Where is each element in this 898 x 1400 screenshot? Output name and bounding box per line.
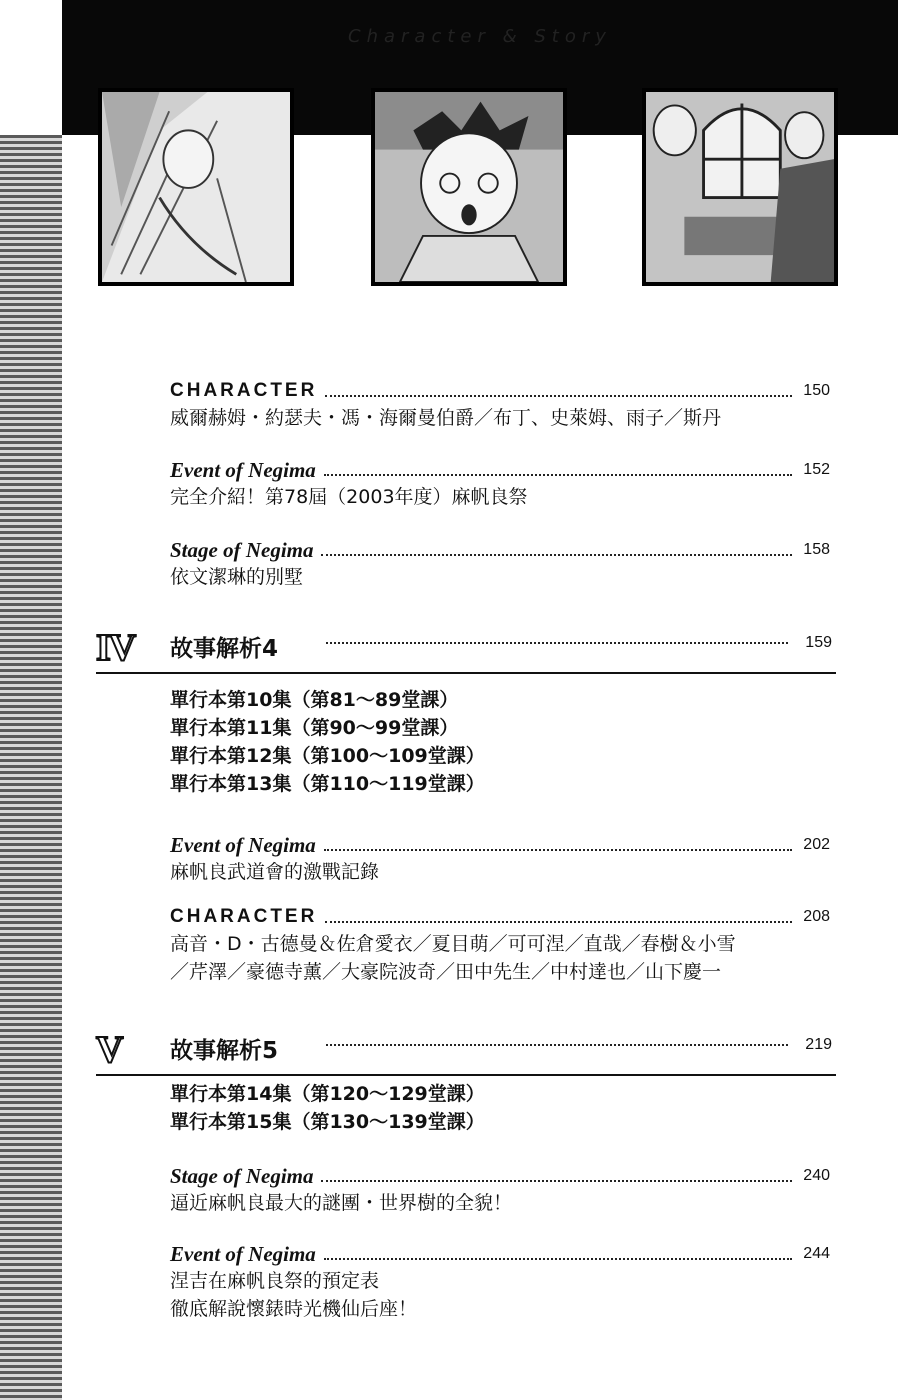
volume-item[interactable]: 單行本第13集（第110～119堂課） [170, 773, 485, 795]
entry-description: ／芹澤／豪德寺薰／大豪院波奇／田中先生／中村達也／山下慶一 [170, 961, 722, 983]
entry-description: 高音・D・古德曼＆佐倉愛衣／夏目萌／可可涅／直哉／春樹＆小雪 [170, 933, 736, 955]
volume-item[interactable]: 單行本第11集（第90～99堂課） [170, 717, 459, 739]
page-number: 152 [803, 461, 830, 478]
entry-description: 依文潔琳的別墅 [170, 566, 304, 588]
page-number: 150 [803, 382, 830, 399]
entry-description: 逼近麻帆良最大的謎團・世界樹的全貌！ [170, 1192, 513, 1214]
section-divider [96, 1074, 836, 1076]
volume-item[interactable]: 單行本第12集（第100～109堂課） [170, 745, 485, 767]
dot-leader [324, 1248, 792, 1260]
roman-numeral: V [96, 1029, 122, 1071]
dot-leader [321, 1170, 792, 1182]
dot-leader [326, 1044, 788, 1046]
entry-description: 涅吉在麻帆良祭的預定表 [170, 1270, 380, 1292]
volume-item[interactable]: 單行本第15集（第130～139堂課） [170, 1111, 485, 1133]
section-title: 故事解析4 [170, 636, 279, 662]
entry-heading: Event of Negima [170, 1241, 316, 1266]
section-4-header[interactable] [96, 626, 836, 676]
page-number: 202 [803, 836, 830, 853]
volume-item[interactable]: 單行本第10集（第81～89堂課） [170, 689, 459, 711]
toc-entry-event-3[interactable] [170, 1241, 830, 1323]
entry-heading: Event of Negima [170, 832, 316, 857]
entry-heading: Stage of Negima [170, 1163, 314, 1188]
dot-leader [326, 642, 788, 644]
roman-numeral: IV [96, 627, 135, 669]
section-5-header[interactable] [96, 1028, 836, 1078]
entry-heading: Stage of Negima [170, 537, 314, 562]
entry-heading: CHARACTER [170, 380, 318, 401]
banner-title: Character & Story [348, 26, 612, 47]
section-title: 故事解析5 [170, 1038, 279, 1064]
toc-entry-character-2[interactable] [170, 904, 830, 986]
page-number: 158 [803, 541, 830, 558]
page-number: 244 [803, 1245, 830, 1262]
volume-item[interactable]: 單行本第14集（第120～129堂課） [170, 1083, 485, 1105]
toc-entry-event-2[interactable] [170, 832, 830, 886]
dot-leader [324, 464, 792, 476]
entry-heading: CHARACTER [170, 906, 318, 927]
entry-description: 威爾赫姆・約瑟夫・馮・海爾曼伯爵／布丁、史萊姆、雨子／斯丹 [170, 407, 722, 429]
page-number: 159 [805, 634, 832, 651]
entry-description: 徹底解說懷錶時光機仙后座！ [170, 1298, 418, 1320]
toc-entry-stage-1[interactable] [170, 537, 830, 591]
dot-leader [325, 385, 792, 397]
entry-heading: Event of Negima [170, 457, 316, 482]
section-divider [96, 672, 836, 674]
toc-entry-character-1[interactable] [170, 378, 830, 432]
section-4-volumes [170, 686, 830, 798]
page-number: 208 [803, 908, 830, 925]
page-number: 219 [805, 1036, 832, 1053]
dot-leader [324, 839, 792, 851]
section-5-volumes [170, 1080, 830, 1136]
entry-description: 麻帆良武道會的激戰記錄 [170, 861, 380, 883]
page-number: 240 [803, 1167, 830, 1184]
toc-entry-stage-2[interactable] [170, 1163, 830, 1217]
toc-entry-event-1[interactable] [170, 457, 830, 511]
dot-leader [321, 544, 792, 556]
dot-leader [325, 911, 792, 923]
entry-description: 完全介紹！第78屆（2003年度）麻帆良祭 [170, 486, 528, 508]
